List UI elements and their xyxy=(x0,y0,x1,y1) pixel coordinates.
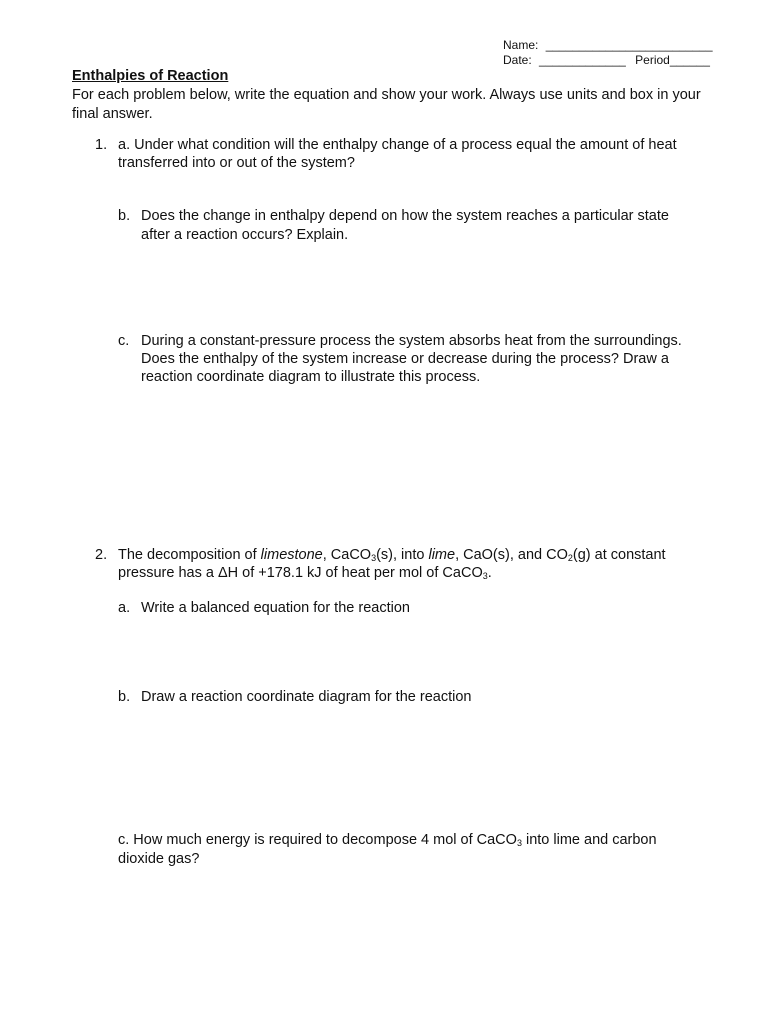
q1b-letter: b. xyxy=(118,208,131,224)
name-blank: _________________________ xyxy=(545,38,713,52)
q1b-line1: Does the change in enthalpy depend on how the system reaches a particular state xyxy=(141,208,669,224)
q2-sub-3: 3 xyxy=(371,553,377,563)
name-label: Name: xyxy=(503,38,539,52)
q2-l2-end: . xyxy=(487,565,492,581)
q2-text-a: The decomposition of xyxy=(118,547,261,563)
date-blank: _____________ xyxy=(539,53,626,67)
q2-line2 xyxy=(118,564,492,583)
q2c-sub: 3 xyxy=(516,838,522,848)
q2b-text: Draw a reaction coordinate diagram for the reaction xyxy=(141,689,472,705)
q1-number: 1. xyxy=(95,137,108,153)
q2c-line1 xyxy=(118,831,657,850)
q2-text-g: (g) at constant xyxy=(572,547,666,563)
q1b-line2: after a reaction occurs? Explain. xyxy=(141,227,349,243)
q1a-line2: transferred into or out of the system? xyxy=(118,155,355,171)
period-label: Period______ xyxy=(635,53,710,67)
q2a-letter: a. xyxy=(118,600,131,616)
q1c-line3: reaction coordinate diagram to illustrate this process. xyxy=(141,369,481,385)
q2-lime: lime xyxy=(428,547,456,563)
q1c-line1: During a constant-pressure process the system absorbs heat from the surroundings. xyxy=(141,333,682,349)
date-line xyxy=(503,53,710,67)
q2-text-f: , CaO(s), and CO xyxy=(455,547,568,563)
q1c-letter: c. xyxy=(118,333,130,349)
q2a-text: Write a balanced equation for the reaction xyxy=(141,600,410,616)
date-label: Date: xyxy=(503,53,532,67)
q2c-text-b: into lime and carbon xyxy=(521,832,657,848)
q2-sub-2: 2 xyxy=(567,553,573,563)
q2-text-c: , CaCO xyxy=(322,547,372,563)
name-line xyxy=(503,38,713,52)
q2-l2-text: pressure has a ΔH of +178.1 kJ of heat per mol of CaCO xyxy=(118,565,483,581)
page-title: Enthalpies of Reaction xyxy=(72,68,229,84)
q2c-text-a: c. How much energy is required to decompose 4 mol of CaCO xyxy=(118,832,517,848)
instructions: For each problem below, write the equation and show your work. Always use units and box in your final answer. xyxy=(72,87,701,122)
q2b-letter: b. xyxy=(118,689,131,705)
q2-text-d: (s), into xyxy=(376,547,429,563)
q1a-line1: a. Under what condition will the enthalpy change of a process equal the amount of heat xyxy=(118,137,677,153)
q2-l2-sub: 3 xyxy=(482,571,488,581)
q2-number: 2. xyxy=(95,547,108,563)
q1c-line2: Does the enthalpy of the system increase or decrease during the process? Draw a xyxy=(141,351,669,367)
q2-line1 xyxy=(118,546,666,565)
q2-limestone: limestone xyxy=(260,547,323,563)
q2c-line2: dioxide gas? xyxy=(118,851,200,867)
